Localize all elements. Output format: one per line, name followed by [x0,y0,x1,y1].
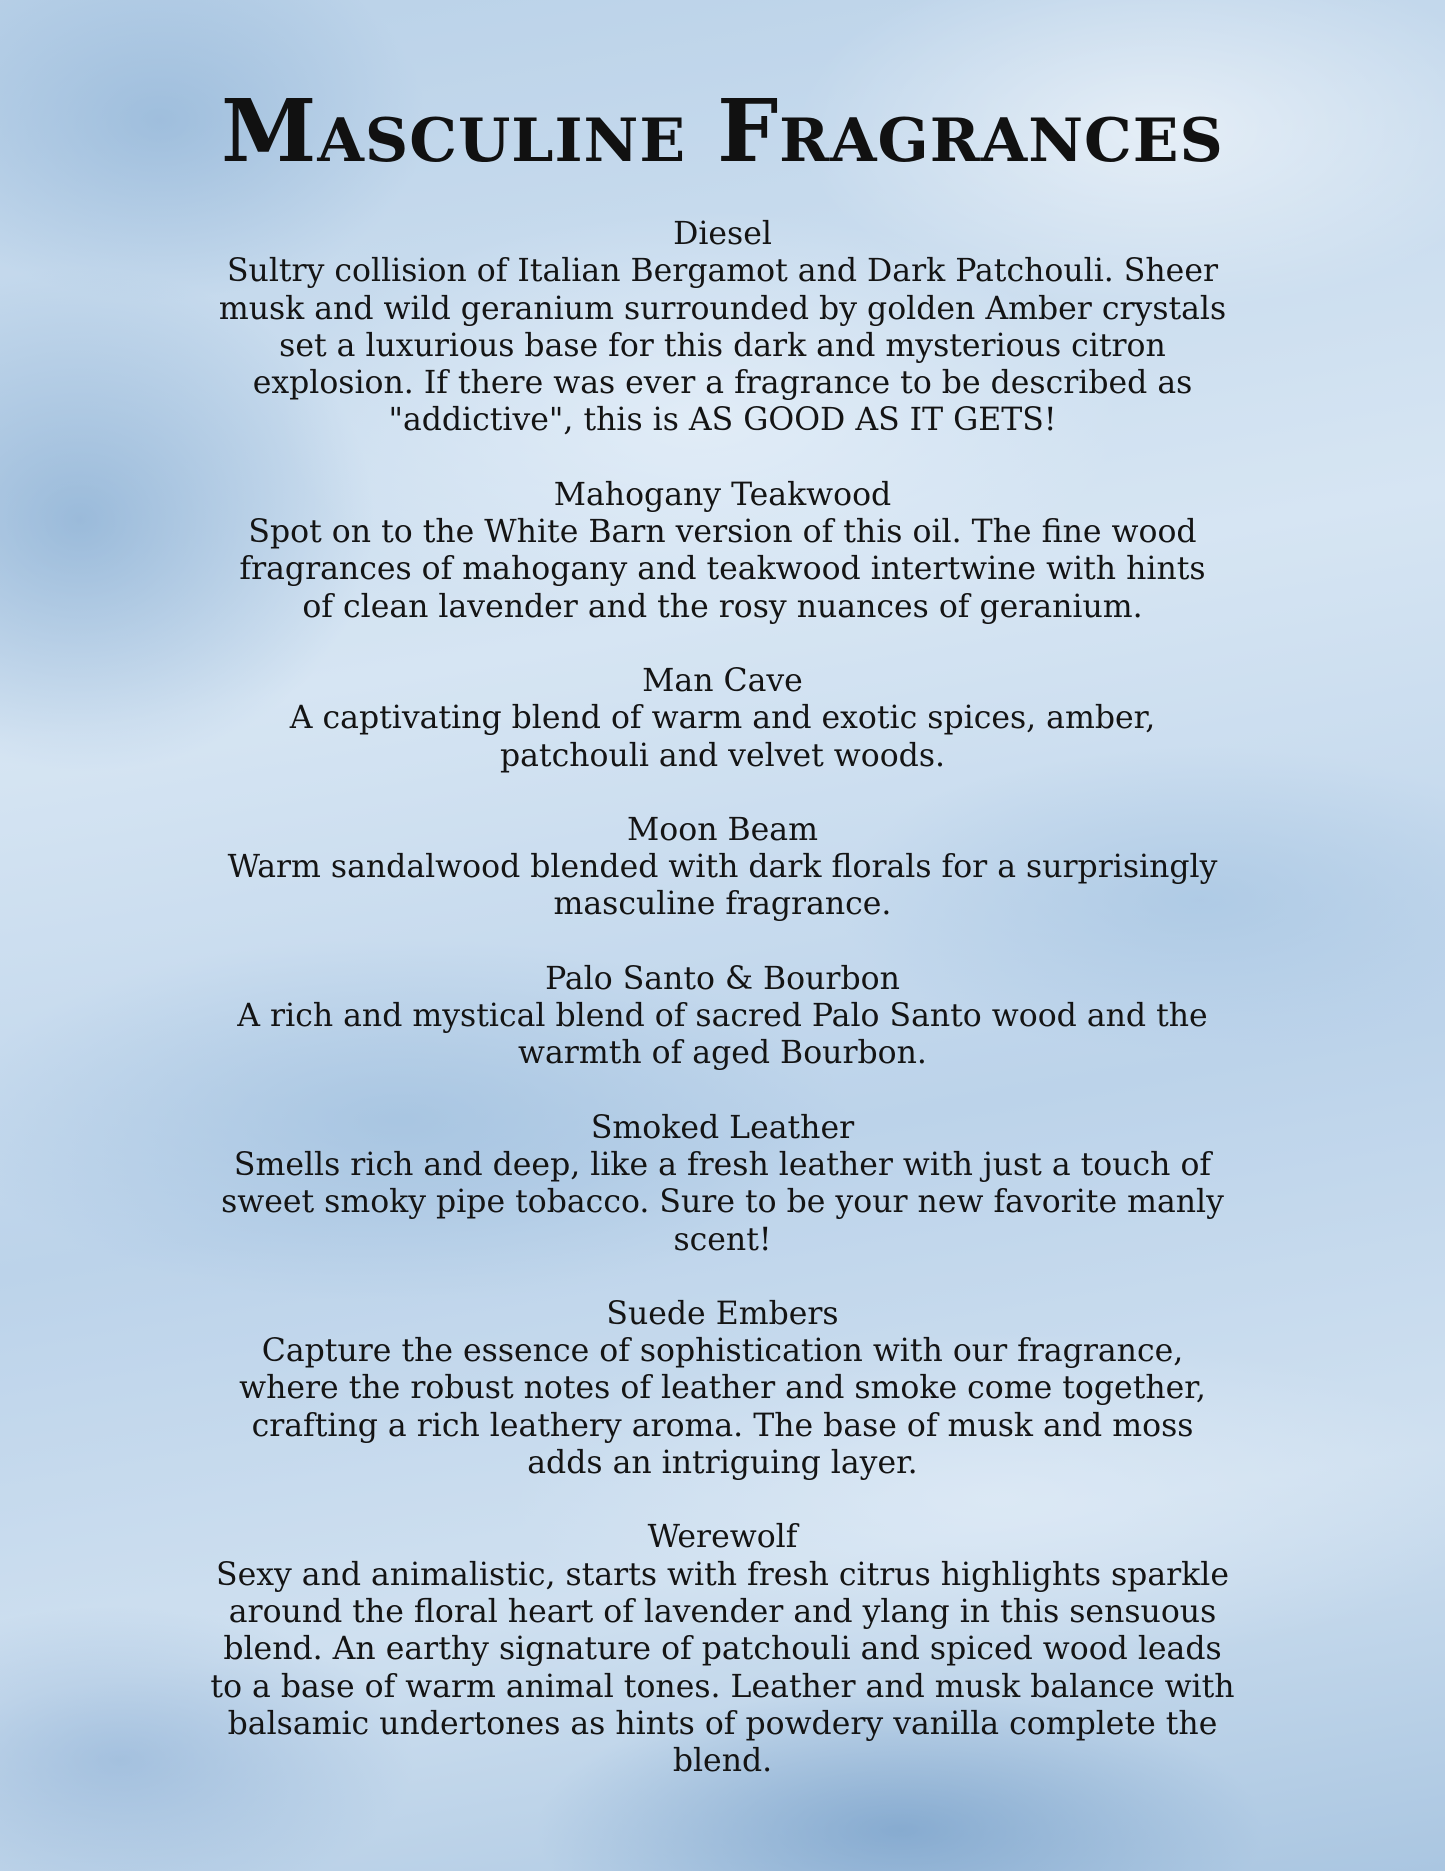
fragrance-entry-moon-beam [120,812,1325,924]
fragrance-entry-mahogany-teakwood [120,477,1325,626]
fragrance-description-line: warmth of aged Bourbon. [518,1035,927,1072]
fragrance-description-line: to a base of warm animal tones. Leather and musk balance with [210,1668,1235,1705]
fragrance-description-line: fragrances of mahogany and teakwood intertwine with hints [239,551,1206,588]
fragrance-entry-palo-santo-bourbon [120,961,1325,1073]
fragrance-description-line: around the floral heart of lavender and ylang in this sensuous [228,1593,1217,1630]
fragrance-description-line: sweet smoky pipe tobacco. Sure to be your new favorite manly [221,1184,1224,1221]
fragrance-entry-man-cave [120,663,1325,775]
fragrance-description-line: A captivating blend of warm and exotic spices, amber, [289,700,1156,737]
fragrance-description-line: explosion. If there was ever a fragrance to be described as [252,365,1193,402]
fragrance-name: Mahogany Teakwood [553,476,892,513]
fragrance-description-line: Sexy and animalistic, starts with fresh citrus highlights sparkle [216,1556,1229,1593]
fragrance-description-line: set a luxurious base for this dark and mysterious citron [279,327,1166,364]
fragrance-entry-suede-embers [120,1296,1325,1482]
fragrance-name: Moon Beam [627,811,818,848]
fragrance-description-line: "addictive", this is AS GOOD AS IT GETS! [388,402,1057,439]
fragrance-description-line: of clean lavender and the rosy nuances of geranium. [302,588,1143,625]
fragrance-description-line: blend. [672,1743,773,1780]
fragrance-name: Diesel [673,216,772,252]
fragrance-description-line: crafting a rich leathery aroma. The base of musk and moss [251,1407,1194,1444]
fragrance-description-line: Spot on to the White Barn version of this oil. The fine wood [248,514,1197,551]
fragrance-description-line: Sultry collision of Italian Bergamot and Dark Patchouli. Sheer [226,253,1219,290]
fragrance-description-line: adds an intriguing layer. [527,1445,918,1482]
fragrance-entry-diesel [120,216,1325,440]
fragrance-name: Smoked Leather [590,1109,855,1146]
fragrance-name: Werewolf [647,1519,798,1556]
fragrance-name: Suede Embers [606,1295,839,1332]
fragrance-description-line: patchouli and velvet woods. [499,737,946,774]
fragrance-description-line: where the robust notes of leather and smoke come together, [239,1370,1206,1407]
fragrance-description-line: Smells rich and deep, like a fresh leather with just a touch of [233,1146,1212,1183]
fragrance-description-line: Warm sandalwood blended with dark florals for a surprisingly [227,849,1218,886]
fragrance-description-line: blend. An earthy signature of patchouli and spiced wood leads [223,1631,1222,1668]
fragrance-name: Palo Santo & Bourbon [545,960,900,997]
fragrance-description-line: A rich and mystical blend of sacred Palo Santo wood and the [237,998,1208,1035]
fragrance-description-line: scent! [673,1221,772,1258]
fragrance-entry-werewolf [120,1519,1325,1780]
fragrance-description-line: musk and wild geranium surrounded by golden Amber crystals [218,290,1227,327]
fragrance-description-line: balsamic undertones as hints of powdery vanilla complete the [227,1705,1218,1742]
fragrance-entry-smoked-leather [120,1110,1325,1259]
fragrance-name: Man Cave [642,662,803,699]
page-title: Masculine Fragrances [221,81,1224,182]
fragrance-list [120,216,1325,1817]
fragrance-description-line: masculine fragrance. [553,886,892,923]
fragrance-description-line: Capture the essence of sophistication with our fragrance, [261,1333,1184,1370]
